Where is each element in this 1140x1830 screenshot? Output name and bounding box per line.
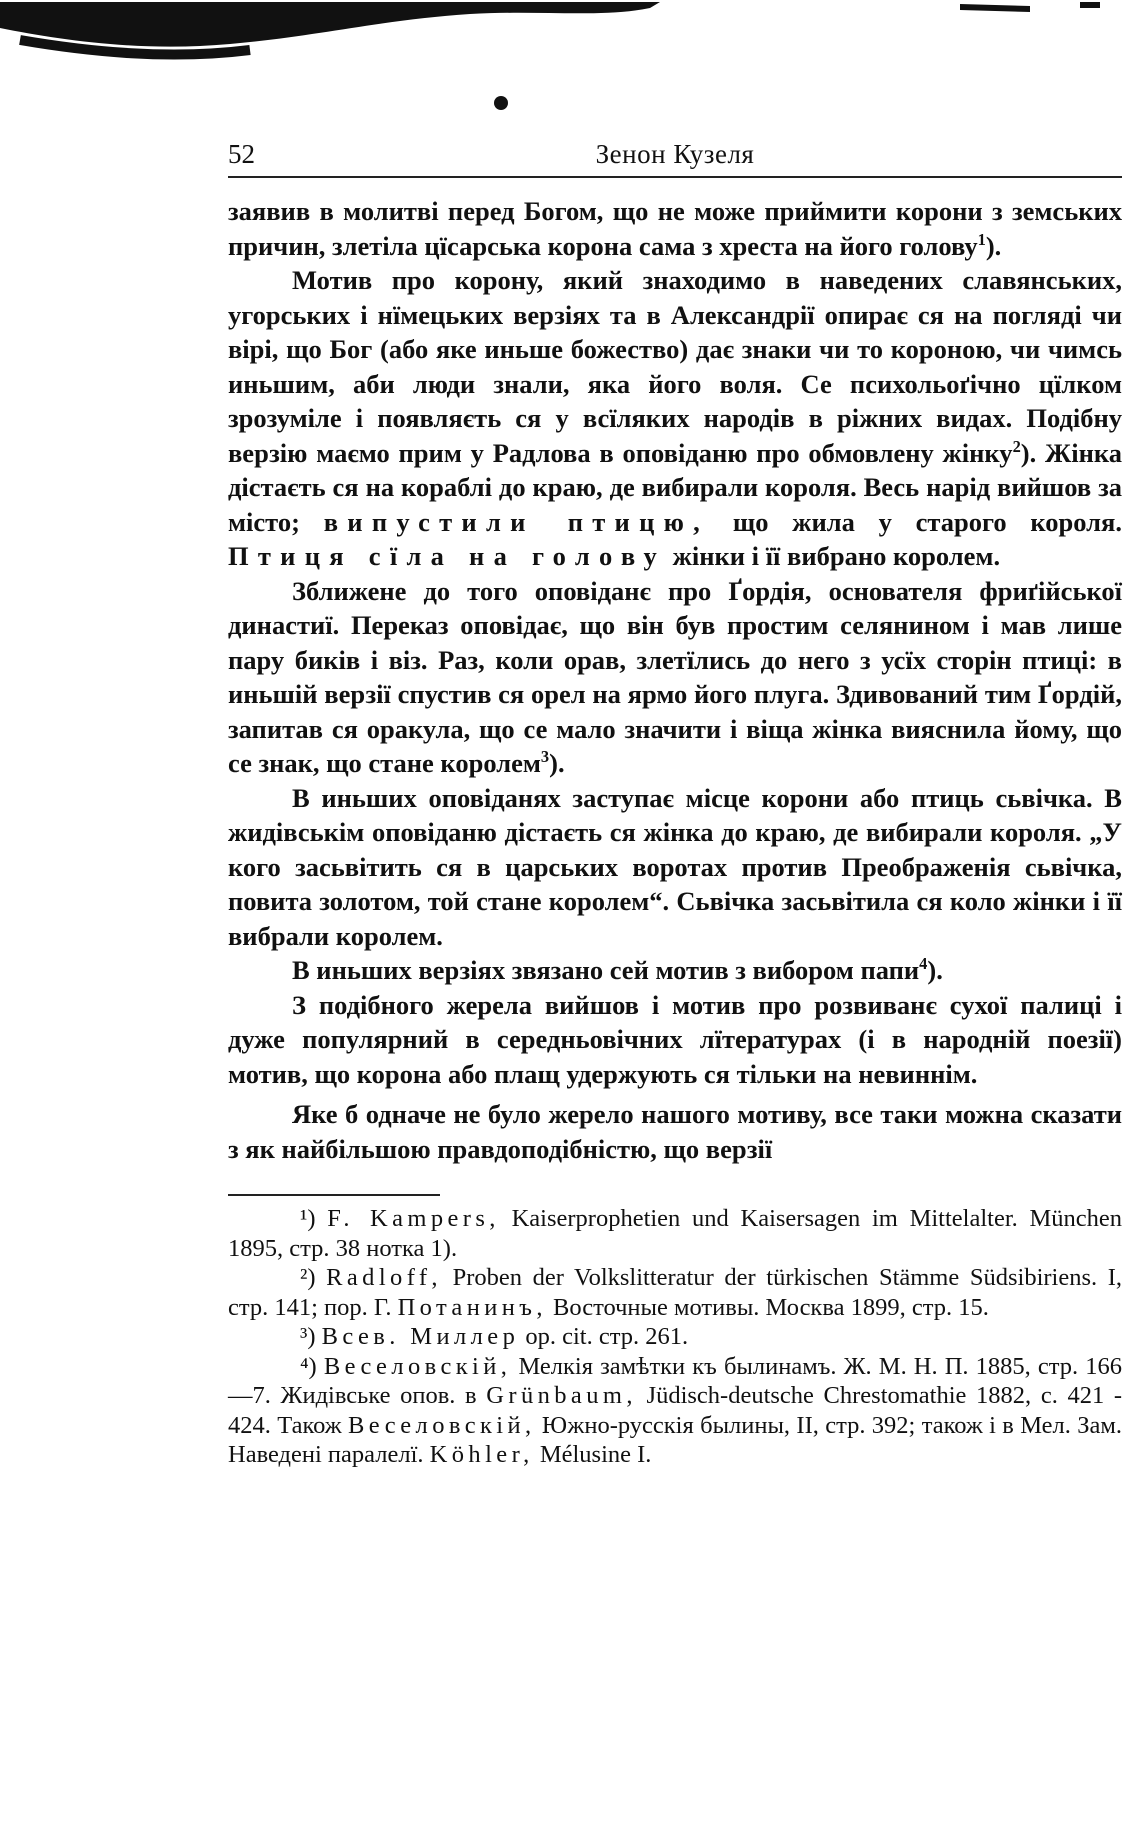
footnote-rule xyxy=(228,1194,440,1196)
scan-edge-artifact xyxy=(0,0,1140,70)
scan-speck xyxy=(494,96,508,110)
paragraph-gordius: Зближене до того оповіданє про Ґордія, основателя фриґійської династиї. Переказ оповідає, що він був простим селянином і мав лише пару биків і віз. Раз, коли орав, злетїлись до него з усїх сторін птиці: в иньшій верзії спустив ся орел на ярмо його плуга. Здивований тим Ґордій, запитав ся оракула, що се мало значити і віща жінка вияснила йому, що се знак, що стане королем$^3$). xyxy=(228,575,1122,778)
footnote-1: ¹) F. Kampers, Kaiserprophetien und Kaisersagen im Mittelalter. München 1895, стр. 38 нотка 1). xyxy=(228,1205,1123,1262)
running-head xyxy=(228,136,1122,178)
paragraph-staff: З подібного жерела вийшов і мотив про розвиванє сухої палиці і дуже популярний в середньовічних лїтературах (і в народній поезії) мотив, що корона або плащ удержують ся тільки на невиннім. xyxy=(228,989,1122,1089)
paragraph-crown-motif: Мотив про корону, який знаходимо в наведених славянських, угорських і нїмецьких верзіях та в Александрії опирає ся на погляді чи вірі, що Бог (або яке иньше божество) дає знаки чи то короною, чи чимсь иньшим, аби люди знали, яка його воля. Се психольоґічно цїлком зрозуміле і появляєть ся у всїляких народів в ріжних видах. Подібну верзію маємо прим у Радлова в оповіданю про обмовлену жінку$^2$). Жінка дістаєть ся на кораблі до краю, де вибирали короля. Весь нарід вийшов за місто; випустили птицю, що жила у старого короля. Птиця сїла на голову жінки і її вибрано королем. xyxy=(228,265,1123,571)
book-page xyxy=(228,136,1122,1470)
paragraph-continued: заявив в молитві перед Богом, що не може приймити корони з земських причин, злетіла цїсарська корона сама з хреста на його голову$^1$). xyxy=(228,196,1122,261)
main-text xyxy=(228,194,1122,1166)
paragraph-candle: В иньших оповіданях заступає місце корони або птиць сьвічка. В жидівськім оповіданю дістаєть ся жінка до краю, де вибирали короля. „У кого засьвітить ся в царських воротах против Преображенія сьвічка, повита золотом, той стане королем“. Сьвічка засьвітила ся коло жінки і її вибрали королем. xyxy=(228,782,1122,951)
footnote-4: ⁴) Веселовскій, Мелкія замѣтки къ былинамъ. Ж. М. Н. П. 1885, стр. 166—7. Жидівське опов. в Grünbaum, Jüdisch-deutsche Chrestomathie 1882, с. 421 - 424. Також Веселовскій, Южно-русскія былины, II, стр. 392; також і в Мел. Зам. Наведені паралелї. Köhler, Mélusine I. xyxy=(228,1352,1123,1468)
footnote-3: ³) Всев. Миллер op. cit. стр. 261. xyxy=(300,1323,689,1350)
paragraph-pope: В иньших верзіях звязано сей мотив з вибором папи$^4$). xyxy=(292,954,943,985)
paragraph-conclusion: Яке б одначе не було жерело нашого мотиву, все таки можна сказати з як найбільшою правдоподібністю, що верзії xyxy=(228,1099,1122,1164)
page-number: 52 xyxy=(228,139,255,169)
running-title: Зенон Кузеля xyxy=(595,139,755,169)
footnote-2: ²) Radloff, Proben der Volkslitteratur der türkischen Stämme Südsibiriens. I, стр. 141; пор. Г. Потанинъ, Восточные мотивы. Москва 1899, стр. 15. xyxy=(228,1264,1123,1321)
footnotes xyxy=(228,1204,1122,1470)
